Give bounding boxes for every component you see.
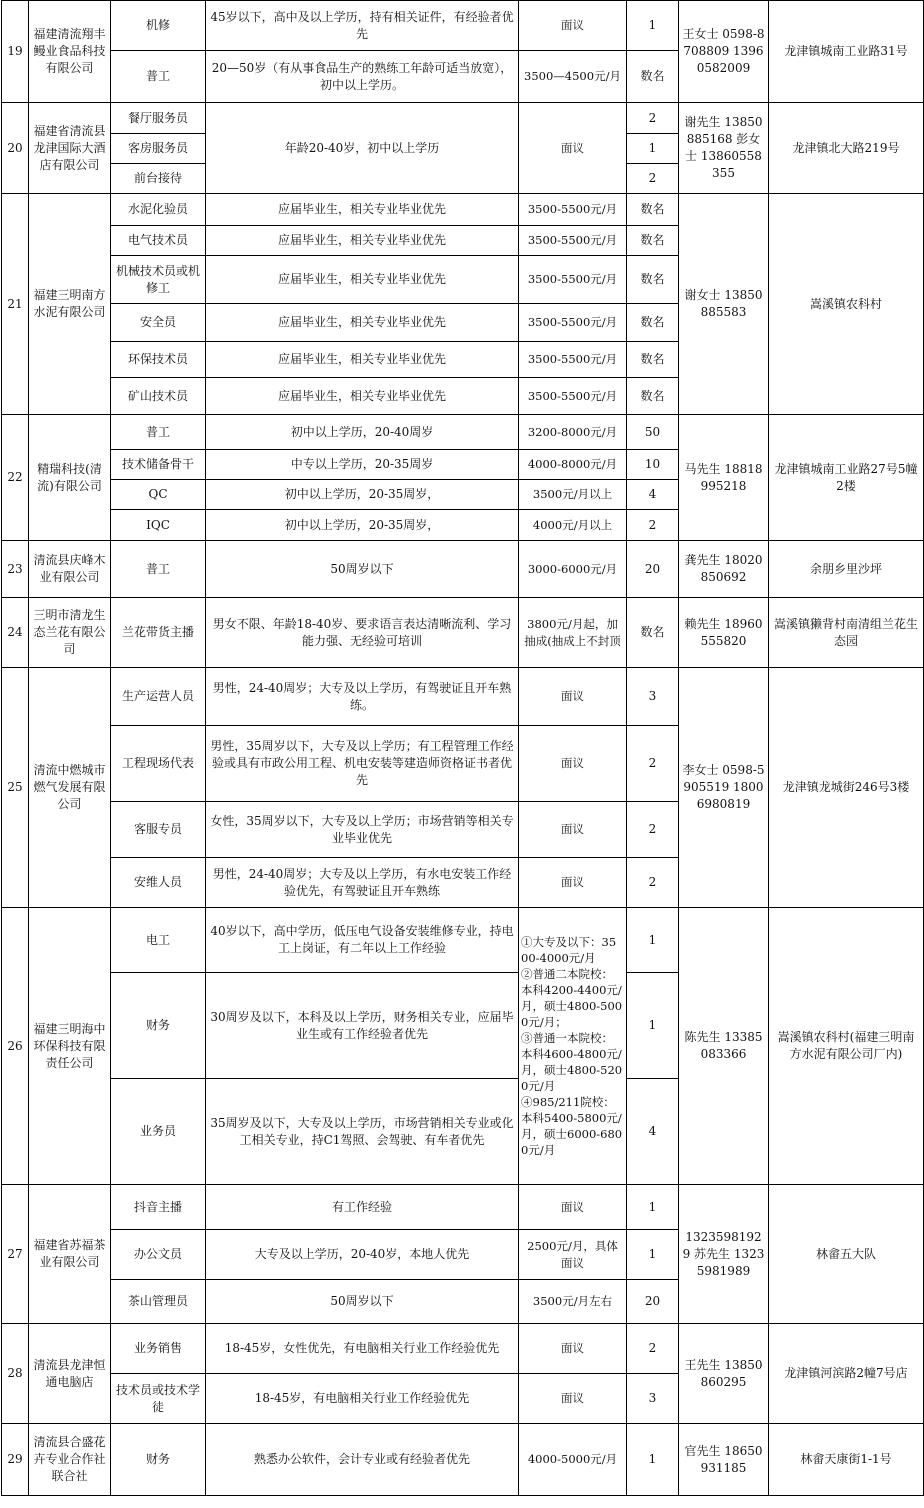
company-name-cell: 三明市清龙生态兰花有限公司 [29,598,111,668]
requirement-cell: 男女不限、年龄18-40岁、要求语言表达清晰流利、学习能力强、无经验可培训 [206,598,519,668]
row-number-cell: 21 [2,194,29,415]
table-row [2,1324,924,1374]
requirement-cell: 35周岁及以下，大专及以上学历，市场营销相关专业或化工相关专业，持C1驾照、会驾驶、有车者优先 [206,1079,519,1185]
position-cell: 工程现场代表 [111,726,206,802]
salary-cell: 3800元/月起，加抽成(抽成上不封顶 [519,598,627,668]
contact-cell: 王先生 13850860295 [679,1324,769,1424]
headcount-cell: 3 [627,1374,679,1424]
company-name-cell: 福建省苏福茶业有限公司 [29,1185,111,1324]
table-row [2,1424,924,1496]
headcount-cell: 50 [627,415,679,450]
address-cell: 龙津镇城南工业路27号5幢2楼 [769,415,924,541]
headcount-cell: 数名 [627,598,679,668]
headcount-cell: 4 [627,1079,679,1185]
headcount-cell: 2 [627,510,679,541]
salary-cell: 3500-5500元/月 [519,194,627,226]
table-row [2,598,924,668]
headcount-cell: 20 [627,1280,679,1324]
salary-cell: 面议 [519,1185,627,1230]
position-cell: 机械技术员或机修工 [111,256,206,304]
headcount-cell: 数名 [627,256,679,304]
company-name-cell: 清流县合盛花卉专业合作社联合社 [29,1424,111,1496]
headcount-cell: 10 [627,450,679,480]
position-cell: 前台接待 [111,164,206,194]
salary-cell: 3500-5500元/月 [519,304,627,342]
salary-cell: 面议 [519,668,627,726]
contact-cell: 龚先生 18020850692 [679,541,769,598]
requirement-cell: 初中以上学历，20-35周岁， [206,510,519,541]
address-cell: 龙津镇龙城街246号3楼 [769,668,924,908]
headcount-cell: 2 [627,164,679,194]
position-cell: 普工 [111,51,206,103]
position-cell: 财务 [111,1424,206,1496]
headcount-cell: 数名 [627,304,679,342]
position-cell: 技术储备骨干 [111,450,206,480]
position-cell: 客服专员 [111,802,206,858]
position-cell: 机修 [111,1,206,51]
position-cell: 客房服务员 [111,134,206,164]
position-cell: 抖音主播 [111,1185,206,1230]
requirement-cell: 应届毕业生，相关专业毕业优先 [206,194,519,226]
requirement-cell: 应届毕业生，相关专业毕业优先 [206,378,519,415]
company-name-cell: 福建省清流县龙津国际大酒店有限公司 [29,103,111,194]
table-row [2,103,924,134]
requirement-cell: 50周岁以下 [206,1280,519,1324]
position-cell: 业务销售 [111,1324,206,1374]
requirement-cell: 18-45岁，女性优先，有电脑相关行业工作经验优先 [206,1324,519,1374]
headcount-cell: 1 [627,134,679,164]
position-cell: 茶山管理员 [111,1280,206,1324]
headcount-cell: 1 [627,1230,679,1280]
requirement-cell: 45岁以下，高中及以上学历，持有相关证件，有经验者优先 [206,1,519,51]
requirement-cell: 男性，35周岁以下，大专及以上学历；有工程管理工作经验或具有市政公用工程、机电安装等建造师资格证书者优先 [206,726,519,802]
table-row [2,1,924,51]
salary-cell: ①大专及以下：3500-4000元/月 ②普通二本院校：本科4200-4400元/月，硕士4800-5000元/月； ③普通一本院校：本科4600-4800元/月，硕士4800-5200元/月 ④985/211院校：本科5400-5800元/月，硕士6000-6800元/月 [519,908,627,1185]
headcount-cell: 1 [627,1424,679,1496]
row-number-cell: 28 [2,1324,29,1424]
address-cell: 龙津镇河滨路2幢7号店 [769,1324,924,1424]
row-number-cell: 20 [2,103,29,194]
requirement-cell: 男性，24-40周岁；大专及以上学历，有驾驶证且开车熟练。 [206,668,519,726]
requirement-cell: 大专及以上学历，20-40岁，本地人优先 [206,1230,519,1280]
salary-cell: 面议 [519,103,627,194]
address-cell: 龙津镇城南工业路31号 [769,1,924,103]
address-cell: 龙津镇北大路219号 [769,103,924,194]
salary-cell: 3500-5500元/月 [519,342,627,378]
requirement-cell: 初中以上学历，20-35周岁， [206,480,519,510]
headcount-cell: 2 [627,858,679,908]
requirement-cell: 应届毕业生，相关专业毕业优先 [206,304,519,342]
position-cell: 矿山技术员 [111,378,206,415]
requirement-cell: 50周岁以下 [206,541,519,598]
position-cell: 餐厅服务员 [111,103,206,134]
position-cell: 电工 [111,908,206,973]
salary-cell: 面议 [519,1374,627,1424]
requirement-cell: 有工作经验 [206,1185,519,1230]
position-cell: 办公文员 [111,1230,206,1280]
row-number-cell: 27 [2,1185,29,1324]
headcount-cell: 数名 [627,226,679,256]
salary-cell: 3500-5500元/月 [519,378,627,415]
headcount-cell: 2 [627,103,679,134]
requirement-cell: 应届毕业生，相关专业毕业优先 [206,342,519,378]
requirement-cell: 熟悉办公软件，会计专业或有经验者优先 [206,1424,519,1496]
row-number-cell: 22 [2,415,29,541]
salary-cell: 3000-6000元/月 [519,541,627,598]
address-cell: 嵩溪镇农科村(福建三明南方水泥有限公司厂内) [769,908,924,1185]
table-row [2,668,924,726]
position-cell: 安维人员 [111,858,206,908]
position-cell: QC [111,480,206,510]
row-number-cell: 23 [2,541,29,598]
company-name-cell: 清流县庆峰木业有限公司 [29,541,111,598]
headcount-cell: 1 [627,973,679,1079]
contact-cell: 官先生 18650931185 [679,1424,769,1496]
position-cell: 财务 [111,973,206,1079]
address-cell: 林畲五大队 [769,1185,924,1324]
requirement-cell: 男性，24-40周岁；大专及以上学历，有水电安装工作经验优先，有驾驶证且开车熟练 [206,858,519,908]
address-cell: 嵩溪镇农科村 [769,194,924,415]
company-name-cell: 精瑞科技(清流)有限公司 [29,415,111,541]
row-number-cell: 29 [2,1424,29,1496]
position-cell: 普工 [111,541,206,598]
position-cell: 安全员 [111,304,206,342]
position-cell: 水泥化验员 [111,194,206,226]
requirement-cell: 初中以上学历，20-40周岁 [206,415,519,450]
position-cell: 普工 [111,415,206,450]
salary-cell: 面议 [519,1,627,51]
contact-cell: 马先生 18818995218 [679,415,769,541]
salary-cell: 3500元/月以上 [519,480,627,510]
requirement-cell: 20—50岁（有从事食品生产的熟练工年龄可适当放宽），初中以上学历。 [206,51,519,103]
row-number-cell: 26 [2,908,29,1185]
company-name-cell: 福建清流翔丰鳗业食品科技有限公司 [29,1,111,103]
company-name-cell: 清流中燃城市燃气发展有限公司 [29,668,111,908]
salary-cell: 面议 [519,726,627,802]
requirement-cell: 18-45岁，有电脑相关行业工作经验优先 [206,1374,519,1424]
salary-cell: 面议 [519,858,627,908]
table-row [2,194,924,226]
contact-cell: 13235981929 苏先生 13235981989 [679,1185,769,1324]
address-cell: 林畲天康街1-1号 [769,1424,924,1496]
headcount-cell: 4 [627,480,679,510]
requirement-cell: 30周岁及以下，本科及以上学历，财务相关专业，应届毕业生或有工作经验者优先 [206,973,519,1079]
salary-cell: 4000-5000元/月 [519,1424,627,1496]
requirement-cell: 中专以上学历，20-35周岁 [206,450,519,480]
job-listing-table [1,0,924,1496]
company-name-cell: 福建三明南方水泥有限公司 [29,194,111,415]
requirement-cell: 年龄20-40岁，初中以上学历 [206,103,519,194]
contact-cell: 赖先生 18960555820 [679,598,769,668]
position-cell: 业务员 [111,1079,206,1185]
position-cell: 电气技术员 [111,226,206,256]
table-row [2,415,924,450]
salary-cell: 面议 [519,1324,627,1374]
salary-cell: 4000-8000元/月 [519,450,627,480]
salary-cell: 4000元/月以上 [519,510,627,541]
salary-cell: 3500-5500元/月 [519,226,627,256]
position-cell: IQC [111,510,206,541]
position-cell: 技术员或技术学徒 [111,1374,206,1424]
headcount-cell: 1 [627,1,679,51]
headcount-cell: 3 [627,668,679,726]
table-row [2,541,924,598]
requirement-cell: 应届毕业生，相关专业毕业优先 [206,226,519,256]
contact-cell: 谢先生 13850885168 彭女士 13860558355 [679,103,769,194]
salary-cell: 3200-8000元/月 [519,415,627,450]
row-number-cell: 19 [2,1,29,103]
requirement-cell: 女性，35周岁以下，大专及以上学历；市场营销等相关专业毕业优先 [206,802,519,858]
salary-cell: 3500—4500元/月 [519,51,627,103]
position-cell: 生产运营人员 [111,668,206,726]
contact-cell: 谢女士 13850885583 [679,194,769,415]
requirement-cell: 40岁以下，高中学历，低压电气设备安装维修专业，持电工上岗证，有二年以上工作经验 [206,908,519,973]
address-cell: 余朋乡里沙坪 [769,541,924,598]
position-cell: 兰花带货主播 [111,598,206,668]
headcount-cell: 数名 [627,194,679,226]
company-name-cell: 清流县龙津恒通电脑店 [29,1324,111,1424]
contact-cell: 陈先生 13385083366 [679,908,769,1185]
table-row [2,1185,924,1230]
headcount-cell: 数名 [627,378,679,415]
salary-cell: 3500-5500元/月 [519,256,627,304]
company-name-cell: 福建三明海中环保科技有限责任公司 [29,908,111,1185]
headcount-cell: 2 [627,1324,679,1374]
contact-cell: 李女士 0598-5905519 18006980819 [679,668,769,908]
headcount-cell: 2 [627,726,679,802]
headcount-cell: 20 [627,541,679,598]
address-cell: 嵩溪镇獭背村南清组兰花生态园 [769,598,924,668]
row-number-cell: 24 [2,598,29,668]
table-row [2,908,924,973]
requirement-cell: 应届毕业生，相关专业毕业优先 [206,256,519,304]
headcount-cell: 2 [627,802,679,858]
headcount-cell: 1 [627,1185,679,1230]
salary-cell: 2500元/月，具体面议 [519,1230,627,1280]
row-number-cell: 25 [2,668,29,908]
salary-cell: 3500元/月左右 [519,1280,627,1324]
position-cell: 环保技术员 [111,342,206,378]
contact-cell: 王女士 0598-8708809 13960582009 [679,1,769,103]
headcount-cell: 数名 [627,342,679,378]
table-body [2,1,924,1496]
headcount-cell: 1 [627,908,679,973]
salary-cell: 面议 [519,802,627,858]
headcount-cell: 数名 [627,51,679,103]
